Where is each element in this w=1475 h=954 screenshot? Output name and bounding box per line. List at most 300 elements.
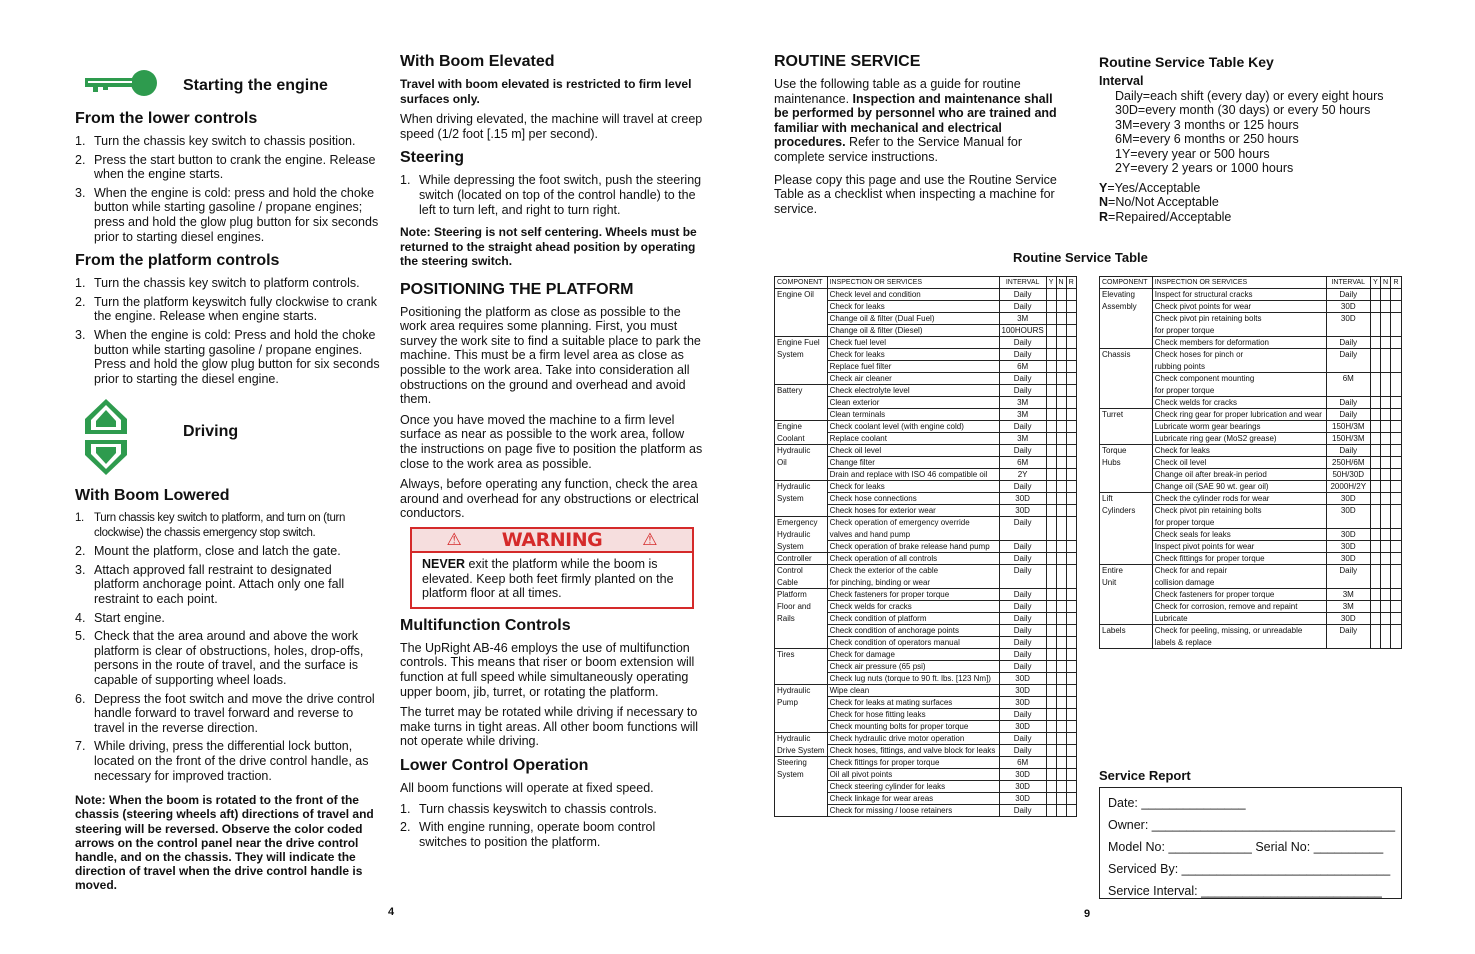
checkbox-y[interactable] (1046, 769, 1056, 781)
checkbox-n[interactable] (1380, 301, 1390, 313)
checkbox-n[interactable] (1380, 505, 1390, 517)
checkbox-y[interactable] (1046, 781, 1056, 793)
checkbox-r[interactable] (1066, 745, 1076, 757)
checkbox-y[interactable] (1371, 361, 1381, 373)
checkbox-n[interactable] (1056, 613, 1066, 625)
checkbox-r[interactable] (1066, 325, 1076, 337)
table-row (775, 469, 1077, 481)
platform-controls-title: From the platform controls (75, 252, 280, 270)
checkbox-y[interactable] (1371, 481, 1381, 493)
checkbox-y[interactable] (1371, 289, 1381, 301)
checkbox-y[interactable] (1046, 469, 1056, 481)
table-row (1100, 541, 1402, 553)
checkbox-y[interactable] (1046, 589, 1056, 601)
checkbox-r[interactable] (1066, 709, 1076, 721)
checkbox-r[interactable] (1066, 313, 1076, 325)
checkbox-r[interactable] (1391, 601, 1402, 613)
service-cell: labels & replace (1152, 637, 1326, 649)
checkbox-n[interactable] (1380, 349, 1390, 361)
component-cell: Hydraulic (775, 685, 828, 697)
checkbox-r[interactable] (1391, 481, 1402, 493)
table-row (1100, 517, 1402, 529)
component-cell (775, 781, 828, 793)
multifunction-p1: The UpRight AB-46 employs the use of multifunction controls. This means that riser or boom extension will function at full speed while simultaneously operating upper boom, jib, turret, or rotating the platform. (400, 640, 695, 699)
checkbox-y[interactable] (1371, 445, 1381, 457)
component-cell (1100, 337, 1153, 349)
checkbox-n[interactable] (1380, 601, 1390, 613)
interval-cell: 3M (999, 409, 1046, 421)
checkbox-y[interactable] (1046, 721, 1056, 733)
checkbox-r[interactable] (1391, 397, 1402, 409)
checkbox-r[interactable] (1066, 361, 1076, 373)
checkbox-r[interactable] (1066, 673, 1076, 685)
component-cell (1100, 529, 1153, 541)
checkbox-y[interactable] (1046, 613, 1056, 625)
checkbox-r[interactable] (1066, 757, 1076, 769)
checkbox-y[interactable] (1046, 541, 1056, 553)
checkbox-n[interactable] (1056, 769, 1066, 781)
checkbox-r[interactable] (1066, 289, 1076, 301)
checkbox-y[interactable] (1046, 733, 1056, 745)
checkbox-n[interactable] (1056, 373, 1066, 385)
checkbox-n[interactable] (1056, 397, 1066, 409)
checkbox-n[interactable] (1056, 697, 1066, 709)
checkbox-n[interactable] (1056, 517, 1066, 529)
checkbox-n[interactable] (1056, 325, 1066, 337)
lower-controls-steps (75, 134, 380, 244)
component-cell (1100, 385, 1153, 397)
service-cell: Wipe clean (827, 685, 999, 697)
checkbox-r[interactable] (1066, 409, 1076, 421)
checkbox-r[interactable] (1066, 733, 1076, 745)
checkbox-n[interactable] (1056, 757, 1066, 769)
table-row (775, 361, 1077, 373)
checkbox-y[interactable] (1371, 325, 1381, 337)
checkbox-y[interactable] (1046, 433, 1056, 445)
checkbox-n[interactable] (1380, 397, 1390, 409)
checkbox-y[interactable] (1046, 337, 1056, 349)
component-cell (775, 361, 828, 373)
checkbox-r[interactable] (1391, 289, 1402, 301)
table-row (775, 301, 1077, 313)
checkbox-y[interactable] (1046, 649, 1056, 661)
platform-controls-steps (75, 276, 380, 386)
component-cell (775, 301, 828, 313)
checkbox-r[interactable] (1066, 601, 1076, 613)
checkbox-r[interactable] (1066, 625, 1076, 637)
checkbox-y[interactable] (1046, 457, 1056, 469)
checkbox-r[interactable] (1066, 577, 1076, 589)
checkbox-r[interactable] (1391, 613, 1402, 625)
checkbox-n[interactable] (1056, 805, 1066, 817)
interval-cell: Daily (1326, 289, 1371, 301)
checkbox-n[interactable] (1380, 469, 1390, 481)
checkbox-y[interactable] (1046, 805, 1056, 817)
checkbox-n[interactable] (1056, 541, 1066, 553)
checkbox-r[interactable] (1066, 529, 1076, 541)
checkbox-r[interactable] (1391, 373, 1402, 385)
table-row (1100, 289, 1402, 301)
table-row (1100, 433, 1402, 445)
checkbox-n[interactable] (1056, 625, 1066, 637)
checkbox-r[interactable] (1066, 685, 1076, 697)
checkbox-n[interactable] (1056, 421, 1066, 433)
checkbox-y[interactable] (1371, 613, 1381, 625)
checkbox-n[interactable] (1056, 313, 1066, 325)
checkbox-r[interactable] (1391, 469, 1402, 481)
component-cell (1100, 325, 1153, 337)
checkbox-y[interactable] (1371, 301, 1381, 313)
checkbox-y[interactable] (1046, 421, 1056, 433)
component-cell: Tires (775, 649, 828, 661)
interval-cell: 30D (1326, 613, 1371, 625)
interval-cell: 30D (1326, 541, 1371, 553)
checkbox-r[interactable] (1391, 361, 1402, 373)
component-cell: Engine Fuel (775, 337, 828, 349)
routine-service-p2: Please copy this page and use the Routine Service Table as a checklist when inspecting a machine for service. (774, 172, 1057, 216)
checkbox-r[interactable] (1391, 457, 1402, 469)
checkbox-r[interactable] (1066, 697, 1076, 709)
checkbox-y[interactable] (1046, 517, 1056, 529)
checkbox-n[interactable] (1380, 421, 1390, 433)
checkbox-r[interactable] (1391, 541, 1402, 553)
checkbox-y[interactable] (1046, 505, 1056, 517)
checkbox-r[interactable] (1391, 349, 1402, 361)
checkbox-n[interactable] (1056, 553, 1066, 565)
service-cell: Check condition of anchorage points (827, 625, 999, 637)
service-cell: Check fasteners for proper torque (827, 589, 999, 601)
checkbox-r[interactable] (1066, 385, 1076, 397)
checkbox-n[interactable] (1380, 589, 1390, 601)
lower-operation-p1: All boom functions will operate at fixed speed. (400, 780, 654, 795)
checkbox-r[interactable] (1391, 301, 1402, 313)
interval-cell: 30D (1326, 313, 1371, 325)
checkbox-n[interactable] (1056, 469, 1066, 481)
service-cell: Check for leaks (827, 481, 999, 493)
checkbox-r[interactable] (1066, 517, 1076, 529)
checkbox-y[interactable] (1371, 385, 1381, 397)
checkbox-r[interactable] (1066, 421, 1076, 433)
checkbox-y[interactable] (1371, 397, 1381, 409)
checkbox-y[interactable] (1046, 757, 1056, 769)
checkbox-y[interactable] (1046, 373, 1056, 385)
service-cell: Check level and condition (827, 289, 999, 301)
component-cell: Elevating (1100, 289, 1153, 301)
checkbox-n[interactable] (1056, 685, 1066, 697)
checkbox-y[interactable] (1371, 541, 1381, 553)
table-row (775, 781, 1077, 793)
checkbox-y[interactable] (1371, 637, 1381, 649)
checkbox-y[interactable] (1046, 601, 1056, 613)
checkbox-r[interactable] (1066, 469, 1076, 481)
checkbox-y[interactable] (1371, 433, 1381, 445)
checkbox-n[interactable] (1056, 361, 1066, 373)
checkbox-n[interactable] (1056, 385, 1066, 397)
checkbox-n[interactable] (1380, 409, 1390, 421)
checkbox-n[interactable] (1056, 445, 1066, 457)
table-key (1099, 54, 1439, 224)
checkbox-n[interactable] (1380, 481, 1390, 493)
checkbox-n[interactable] (1380, 445, 1390, 457)
checkbox-y[interactable] (1046, 709, 1056, 721)
checkbox-y[interactable] (1046, 637, 1056, 649)
component-cell (775, 505, 828, 517)
checkbox-r[interactable] (1391, 529, 1402, 541)
checkbox-y[interactable] (1046, 577, 1056, 589)
checkbox-r[interactable] (1391, 589, 1402, 601)
checkbox-n[interactable] (1380, 529, 1390, 541)
service-cell: rubbing points (1152, 361, 1326, 373)
checkbox-n[interactable] (1056, 529, 1066, 541)
table-row (1100, 457, 1402, 469)
checkbox-y[interactable] (1046, 409, 1056, 421)
warning-header (412, 529, 692, 553)
checkbox-n[interactable] (1056, 649, 1066, 661)
checkbox-y[interactable] (1371, 625, 1381, 637)
checkbox-r[interactable] (1066, 805, 1076, 817)
checkbox-y[interactable] (1371, 349, 1381, 361)
checkbox-r[interactable] (1066, 661, 1076, 673)
checkbox-r[interactable] (1066, 349, 1076, 361)
component-cell: Hydraulic (775, 481, 828, 493)
checkbox-n[interactable] (1056, 601, 1066, 613)
checkbox-r[interactable] (1066, 505, 1076, 517)
checkbox-n[interactable] (1056, 721, 1066, 733)
checkbox-n[interactable] (1056, 301, 1066, 313)
checkbox-r[interactable] (1391, 433, 1402, 445)
list-item: 1. While depressing the foot switch, push the steering switch (located on top of the control handle) to the left to turn left, and right to turn right. (400, 173, 702, 217)
checkbox-n[interactable] (1380, 541, 1390, 553)
service-table-left (774, 276, 1077, 817)
checkbox-n[interactable] (1056, 673, 1066, 685)
checkbox-y[interactable] (1371, 337, 1381, 349)
checkbox-r[interactable] (1391, 577, 1402, 589)
service-report-box (1099, 787, 1402, 899)
service-cell: Inspect for structural cracks (1152, 289, 1326, 301)
component-cell: Cable (775, 577, 828, 589)
checkbox-y[interactable] (1046, 745, 1056, 757)
checkbox-n[interactable] (1380, 493, 1390, 505)
component-cell: System (775, 349, 828, 361)
checkbox-r[interactable] (1391, 325, 1402, 337)
checkbox-r[interactable] (1066, 553, 1076, 565)
list-item: 1. Turn chassis key switch to platform, and turn on (turn clockwise) the chassis emergency stop switch. (75, 512, 346, 539)
interval-cell: 6M (999, 361, 1046, 373)
component-cell (1100, 589, 1153, 601)
checkbox-n[interactable] (1056, 349, 1066, 361)
checkbox-n[interactable] (1380, 577, 1390, 589)
checkbox-r[interactable] (1066, 373, 1076, 385)
table-header-row (1100, 277, 1402, 289)
checkbox-y[interactable] (1371, 505, 1381, 517)
checkbox-y[interactable] (1371, 577, 1381, 589)
checkbox-n[interactable] (1056, 589, 1066, 601)
checkbox-y[interactable] (1046, 445, 1056, 457)
checkbox-y[interactable] (1046, 625, 1056, 637)
checkbox-r[interactable] (1066, 793, 1076, 805)
component-cell: Hydraulic (775, 733, 828, 745)
checkbox-r[interactable] (1066, 769, 1076, 781)
checkbox-r[interactable] (1066, 445, 1076, 457)
checkbox-n[interactable] (1056, 493, 1066, 505)
checkbox-n[interactable] (1380, 517, 1390, 529)
checkbox-r[interactable] (1066, 337, 1076, 349)
checkbox-n[interactable] (1056, 661, 1066, 673)
checkbox-r[interactable] (1391, 445, 1402, 457)
checkbox-r[interactable] (1066, 613, 1076, 625)
checkbox-y[interactable] (1371, 565, 1381, 577)
checkbox-n[interactable] (1380, 325, 1390, 337)
checkbox-y[interactable] (1046, 385, 1056, 397)
checkbox-r[interactable] (1066, 541, 1076, 553)
checkbox-n[interactable] (1056, 433, 1066, 445)
checkbox-r[interactable] (1066, 397, 1076, 409)
interval-cell (999, 529, 1046, 541)
checkbox-y[interactable] (1371, 517, 1381, 529)
checkbox-n[interactable] (1056, 577, 1066, 589)
checkbox-n[interactable] (1056, 709, 1066, 721)
checkbox-n[interactable] (1380, 613, 1390, 625)
checkbox-r[interactable] (1066, 721, 1076, 733)
checkbox-n[interactable] (1380, 457, 1390, 469)
checkbox-r[interactable] (1391, 553, 1402, 565)
boom-elevated-bold: Travel with boom elevated is restricted to firm level surfaces only. (400, 77, 692, 106)
checkbox-y[interactable] (1046, 361, 1056, 373)
checkbox-y[interactable] (1046, 289, 1056, 301)
checkbox-n[interactable] (1056, 457, 1066, 469)
checkbox-n[interactable] (1380, 625, 1390, 637)
checkbox-y[interactable] (1046, 397, 1056, 409)
checkbox-y[interactable] (1046, 301, 1056, 313)
checkbox-r[interactable] (1066, 481, 1076, 493)
checkbox-r[interactable] (1066, 457, 1076, 469)
checkbox-n[interactable] (1380, 433, 1390, 445)
checkbox-r[interactable] (1066, 781, 1076, 793)
checkbox-y[interactable] (1046, 325, 1056, 337)
checkbox-n[interactable] (1380, 289, 1390, 301)
checkbox-y[interactable] (1371, 553, 1381, 565)
table-row (1100, 613, 1402, 625)
component-cell: Entire (1100, 565, 1153, 577)
checkbox-y[interactable] (1371, 421, 1381, 433)
checkbox-y[interactable] (1046, 529, 1056, 541)
checkbox-r[interactable] (1391, 625, 1402, 637)
checkbox-y[interactable] (1371, 409, 1381, 421)
checkbox-y[interactable] (1371, 601, 1381, 613)
component-cell: Coolant (775, 433, 828, 445)
checkbox-y[interactable] (1371, 313, 1381, 325)
checkbox-r[interactable] (1391, 505, 1402, 517)
checkbox-n[interactable] (1056, 745, 1066, 757)
checkbox-y[interactable] (1046, 685, 1056, 697)
checkbox-n[interactable] (1056, 337, 1066, 349)
checkbox-n[interactable] (1056, 565, 1066, 577)
component-cell (1100, 481, 1153, 493)
checkbox-r[interactable] (1066, 589, 1076, 601)
checkbox-n[interactable] (1056, 793, 1066, 805)
checkbox-n[interactable] (1056, 409, 1066, 421)
table-header-row (775, 277, 1077, 289)
checkbox-n[interactable] (1056, 733, 1066, 745)
checkbox-n[interactable] (1380, 553, 1390, 565)
table-row (775, 481, 1077, 493)
checkbox-y[interactable] (1371, 457, 1381, 469)
checkbox-r[interactable] (1391, 637, 1402, 649)
key-icon (83, 69, 159, 97)
service-cell: Check fittings for proper torque (827, 757, 999, 769)
component-cell: Hubs (1100, 457, 1153, 469)
checkbox-n[interactable] (1056, 289, 1066, 301)
interval-cell: 2Y (999, 469, 1046, 481)
checkbox-r[interactable] (1066, 649, 1076, 661)
checkbox-r[interactable] (1391, 337, 1402, 349)
checkbox-r[interactable] (1066, 433, 1076, 445)
checkbox-y[interactable] (1371, 493, 1381, 505)
checkbox-y[interactable] (1371, 529, 1381, 541)
checkbox-n[interactable] (1056, 481, 1066, 493)
checkbox-y[interactable] (1046, 673, 1056, 685)
checkbox-n[interactable] (1380, 565, 1390, 577)
checkbox-y[interactable] (1046, 349, 1056, 361)
checkbox-y[interactable] (1371, 589, 1381, 601)
checkbox-y[interactable] (1046, 313, 1056, 325)
checkbox-y[interactable] (1046, 661, 1056, 673)
checkbox-r[interactable] (1391, 493, 1402, 505)
checkbox-y[interactable] (1371, 469, 1381, 481)
service-cell: Check pivot pin retaining bolts (1152, 505, 1326, 517)
checkbox-r[interactable] (1066, 493, 1076, 505)
checkbox-r[interactable] (1066, 637, 1076, 649)
checkbox-r[interactable] (1066, 301, 1076, 313)
checkbox-y[interactable] (1046, 553, 1056, 565)
checkbox-y[interactable] (1046, 493, 1056, 505)
checkbox-n[interactable] (1380, 361, 1390, 373)
table-row (1100, 469, 1402, 481)
checkbox-r[interactable] (1066, 565, 1076, 577)
checkbox-y[interactable] (1371, 373, 1381, 385)
key-yes: Y=Yes/Acceptable (1099, 180, 1201, 195)
service-cell: Check for damage (827, 649, 999, 661)
checkbox-r[interactable] (1391, 421, 1402, 433)
checkbox-y[interactable] (1046, 481, 1056, 493)
component-cell (1100, 601, 1153, 613)
checkbox-r[interactable] (1391, 385, 1402, 397)
table-row (775, 757, 1077, 769)
checkbox-n[interactable] (1056, 781, 1066, 793)
checkbox-n[interactable] (1380, 337, 1390, 349)
component-cell (1100, 421, 1153, 433)
checkbox-n[interactable] (1056, 637, 1066, 649)
interval-cell: Daily (999, 637, 1046, 649)
table-row (775, 517, 1077, 529)
checkbox-n[interactable] (1380, 373, 1390, 385)
checkbox-y[interactable] (1046, 697, 1056, 709)
interval-cell (1326, 361, 1371, 373)
checkbox-r[interactable] (1391, 517, 1402, 529)
checkbox-r[interactable] (1391, 409, 1402, 421)
checkbox-y[interactable] (1046, 793, 1056, 805)
table-row (1100, 385, 1402, 397)
checkbox-n[interactable] (1380, 313, 1390, 325)
checkbox-r[interactable] (1391, 313, 1402, 325)
checkbox-n[interactable] (1380, 637, 1390, 649)
service-cell: for proper torque (1152, 325, 1326, 337)
checkbox-n[interactable] (1380, 385, 1390, 397)
component-cell (775, 793, 828, 805)
checkbox-r[interactable] (1391, 565, 1402, 577)
checkbox-y[interactable] (1046, 565, 1056, 577)
checkbox-n[interactable] (1056, 505, 1066, 517)
